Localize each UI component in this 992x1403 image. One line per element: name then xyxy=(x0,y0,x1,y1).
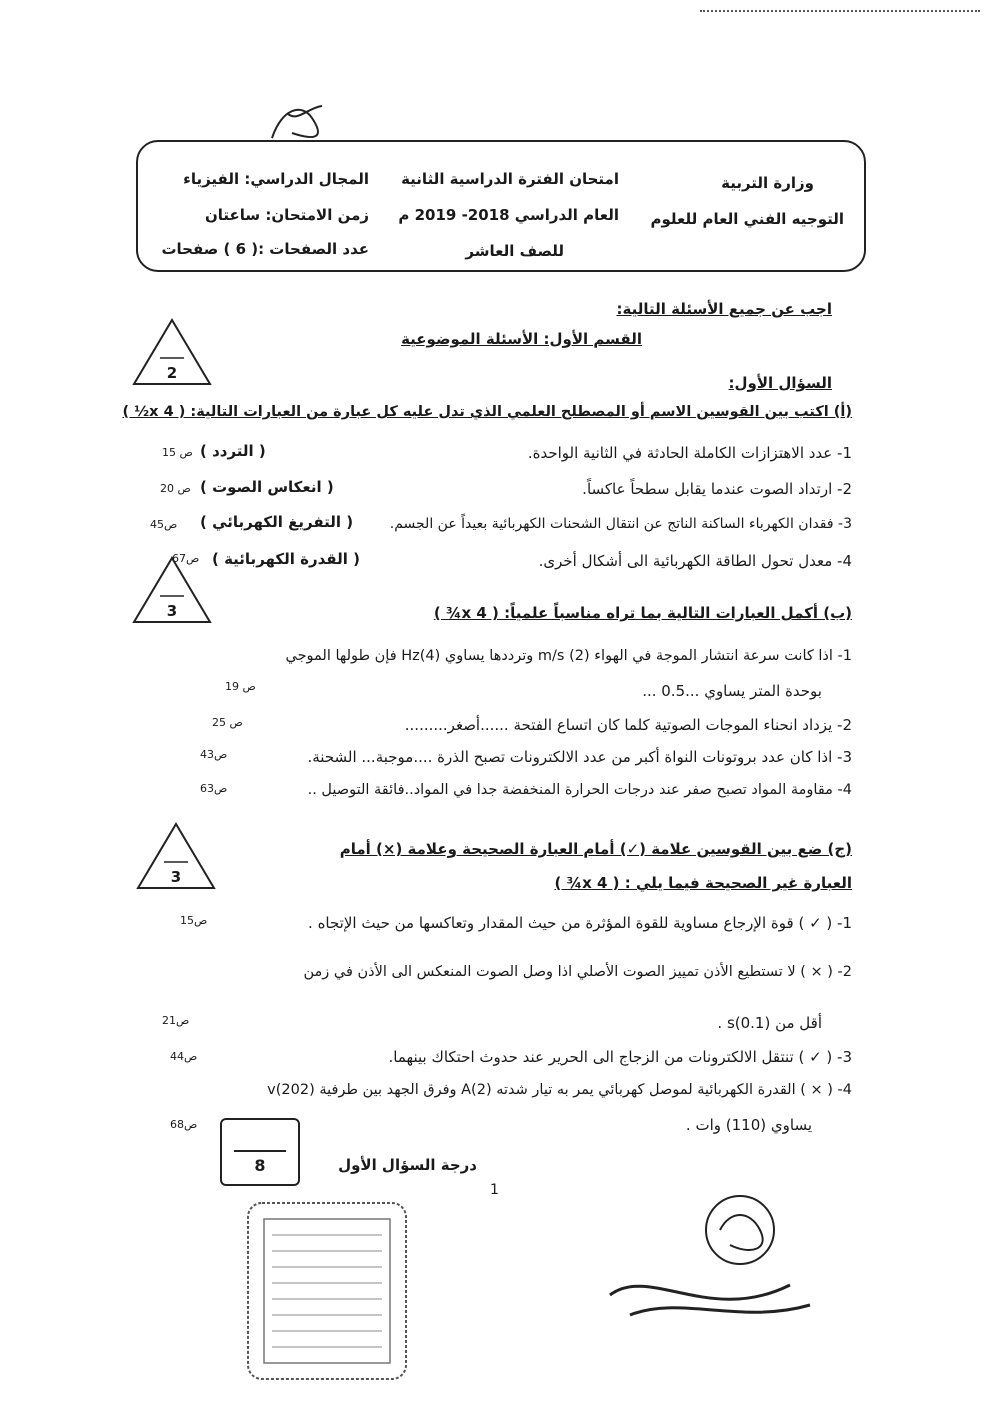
section-title: القسم الأول: الأسئلة الموضوعية xyxy=(401,330,642,348)
question-one-grade-value: 8 xyxy=(254,1156,266,1175)
page-ref-a1: ص 15 xyxy=(162,446,193,459)
part-c-item-3: 3- ( ✓ ) تنتقل الالكترونات من الزجاج الى الحرير عند حدوث احتكاك بينهما. xyxy=(388,1048,852,1066)
exam-header-box xyxy=(136,140,866,272)
page-ref-b1: ص 19 xyxy=(225,680,256,693)
top-dotted-line xyxy=(700,10,980,12)
ministry-name: وزارة التربية xyxy=(721,174,814,192)
part-a-answer-1: ( التردد ) xyxy=(200,442,266,460)
part-c-item-1: 1- ( ✓ ) قوة الإرجاع مساوية للقوة المؤثرة من حيث المقدار وتعاكسها من حيث الإتجاه . xyxy=(308,914,852,932)
part-a-item-1: 1- عدد الاهتزازات الكاملة الحادثة في الثانية الواحدة. xyxy=(527,444,852,462)
part-b-item-4: 4- مقاومة المواد تصبح صفر عند درجات الحرارة المنخفضة جدا في المواد..فائقة التوصيل .. xyxy=(307,782,852,798)
page-ref-a4: ص67 xyxy=(172,552,200,565)
page-ref-a2: ص 20 xyxy=(160,482,191,495)
mark-b-value: 3 xyxy=(166,602,178,620)
page-ref-c2: ص21 xyxy=(162,1014,190,1027)
page-ref-c1: ص15 xyxy=(180,914,208,927)
academic-year: العام الدراسي 2018- 2019 م xyxy=(398,206,619,224)
exam-time: زمن الامتحان: ساعتان xyxy=(204,206,369,224)
page-ref-b4: ص63 xyxy=(200,782,228,795)
part-b-item-1: 1- اذا كانت سرعة انتشار الموجة في الهواء m/s (2) وترددها يساوي Hz(4) فإن طولها الموجي xyxy=(285,648,852,664)
part-a-item-2: 2- ارتداد الصوت عندما يقابل سطحاً عاكساً. xyxy=(582,480,852,498)
question-one-title: السؤال الأول: xyxy=(728,374,832,392)
mark-triangle-a xyxy=(132,318,212,386)
part-c-item-2-cont: أقل من s(0.1) . xyxy=(717,1014,822,1032)
mark-triangle-b xyxy=(132,556,212,624)
official-stamp-icon xyxy=(242,1195,412,1385)
directorate-name: التوجيه الفني العام للعلوم xyxy=(650,210,844,228)
page-ref-a3: ص45 xyxy=(150,518,178,531)
part-b-item-3: 3- اذا كان عدد بروتونات النواة أكبر من عدد الالكترونات تصبح الذرة ....موجبة... الشحنة. xyxy=(307,748,852,766)
part-a-answer-3: ( التفريغ الكهربائي ) xyxy=(200,513,354,531)
page-ref-b3: ص43 xyxy=(200,748,228,761)
part-c-item-4-cont: يساوي (110) وات . xyxy=(685,1116,812,1134)
mark-c-value: 3 xyxy=(170,868,182,886)
question-one-grade-box xyxy=(220,1118,300,1186)
pages-count: عدد الصفحات :( 6 ) صفحات xyxy=(161,240,369,258)
part-a-answer-4: ( القدرة الكهربائية ) xyxy=(212,550,360,568)
part-c-instruction-2: العبارة غير الصحيحة فيما يلي : ( 4 x¾ ) xyxy=(554,874,852,892)
part-b-item-1-cont: بوحدة المتر يساوي ...0.5 ... xyxy=(642,682,822,700)
grade-level: للصف العاشر xyxy=(465,242,564,260)
page-ref-b2: ص 25 xyxy=(212,716,243,729)
exam-title: امتحان الفترة الدراسية الثانية xyxy=(401,170,619,188)
part-c-item-4: 4- ( × ) القدرة الكهربائية لموصل كهربائي يمر به تيار شدته A(2) وفرق الجهد بين طرفية v(202) xyxy=(267,1082,852,1098)
page-number: 1 xyxy=(490,1182,499,1198)
part-b-item-2: 2- يزداد انحناء الموجات الصوتية كلما كان اتساع الفتحة ......أصغر......... xyxy=(404,716,852,734)
page-ref-c3: ص44 xyxy=(170,1050,198,1063)
part-a-item-3: 3- فقدان الكهرباء الساكنة الناتج عن انتقال الشحنات الكهربائية بعيداً عن الجسم. xyxy=(389,516,852,532)
page-ref-c4: ص68 xyxy=(170,1118,198,1131)
part-a-item-4: 4- معدل تحول الطاقة الكهربائية الى أشكال أخرى. xyxy=(538,552,852,570)
part-b-instruction: (ب) أكمل العبارات التالية بما تراه مناسباً علمياً: ( 4 x¾ ) xyxy=(433,604,852,622)
question-one-grade-label: درجة السؤال الأول xyxy=(338,1156,477,1174)
part-c-item-2: 2- ( × ) لا تستطيع الأذن تمييز الصوت الأصلي اذا وصل الصوت المنعكس الى الأذن في زمن xyxy=(303,964,852,980)
part-a-answer-2: ( انعكاس الصوت ) xyxy=(200,478,334,496)
subject-field: المجال الدراسي: الفيزياء xyxy=(183,170,369,188)
intro-instruction: اجب عن جميع الأسئلة التالية: xyxy=(616,300,832,318)
part-c-instruction-1: (ج) ضع بين القوسين علامة (✓) أمام العبارة الصحيحة وعلامة (×) أمام xyxy=(339,840,852,858)
part-a-instruction: (أ) اكتب بين القوسين الاسم أو المصطلح العلمي الذي تدل عليه كل عبارة من العبارات التالية: ( 4 x½ ) xyxy=(122,404,852,420)
mark-triangle-c xyxy=(136,822,216,890)
ministry-signature-icon xyxy=(590,1175,830,1335)
mark-a-value: 2 xyxy=(166,364,178,382)
